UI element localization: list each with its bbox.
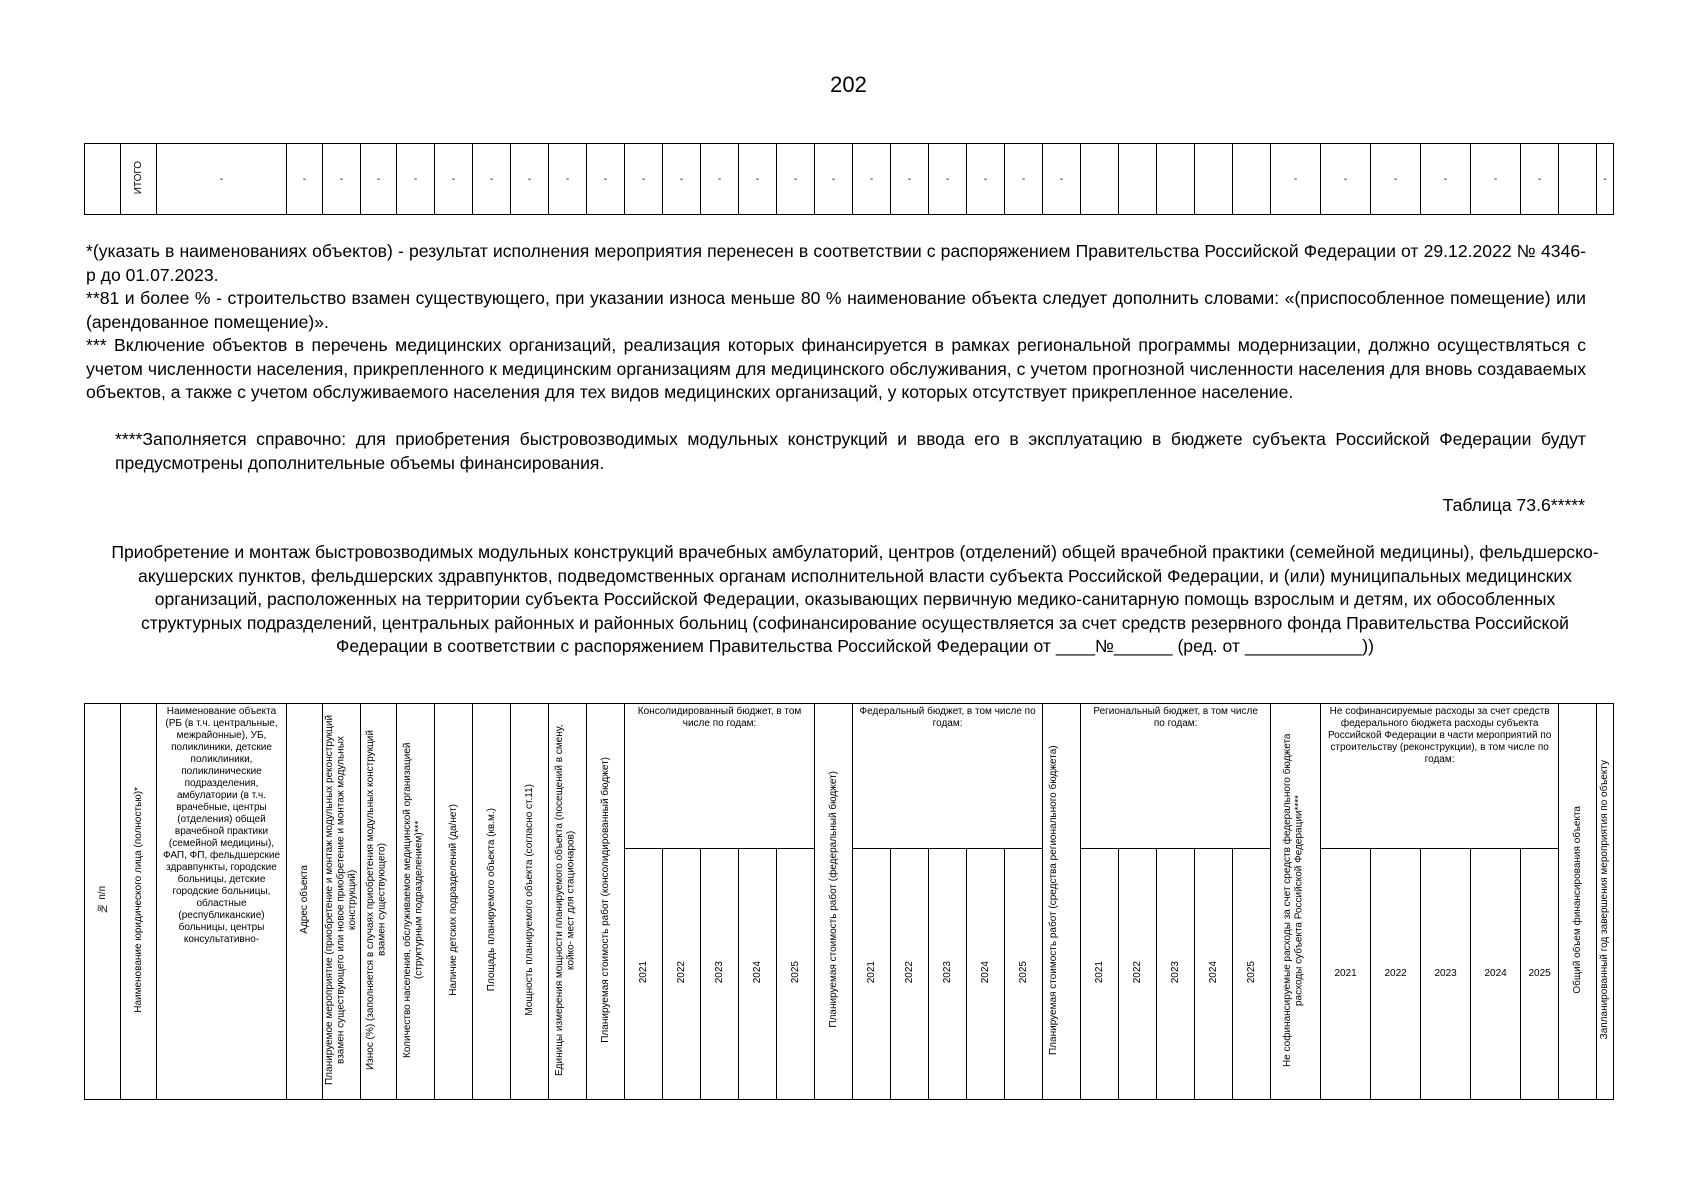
year-non-cofinanced-2024: 2024 [1471,849,1521,1100]
year-consolidated-2025: 2025 [777,849,815,1100]
total-cell: - [157,144,287,215]
total-cell: - [323,144,361,215]
year-non-cofinanced-2022: 2022 [1371,849,1421,1100]
total-cell [1157,144,1195,215]
total-cell [1233,144,1271,215]
total-cell: - [549,144,587,215]
col-non-cofinanced: Не софинансируемые расходы за счет средств федерального бюджета расходы субъекта Российской Федерации**** [1271,704,1321,1100]
group-non-cofinanced: Не софинансируемые расходы за счет средств федерального бюджета расходы субъекта Российской Федерации в части мероприятий по строительству (реконструкции), в том числе по годам: [1321,704,1559,849]
total-cell: - [777,144,815,215]
total-cell: - [625,144,663,215]
col-capacity-units: Единицы измерения мощности планируемого объекта (посещений в смену, койко- мест для стационаров) [549,704,587,1100]
footnote-3: *** Включение объектов в перечень медицинских организаций, реализация которых финансируется в рамках региональной программы модернизации, должно осуществляться с учетом численности населения, прикрепленного к медицинским организациям для медицинского обслуживания, с учетом прогнозной численности населения для вновь создаваемых объектов, а также с учетом обслуживаемого населения для тех видов медицинских организаций, у которых отсутствует прикрепленное население. [86,335,1586,402]
total-cell: - [1321,144,1371,215]
footnote-2: **81 и более % - строительство взамен существующего, при указании износа меньше 80 % наименование объекта следует дополнить словами: «(приспособленное помещение) или (арендованное помещение)». [86,288,1586,332]
total-cell: - [701,144,739,215]
col-wear: Износ (%) (заполняется в случаях приобретения модульных конструкций взамен существующего) [361,704,397,1100]
total-cell: - [511,144,549,215]
year-non-cofinanced-2025: 2025 [1521,849,1559,1100]
year-federal-2022: 2022 [891,849,929,1100]
total-cell: - [815,144,853,215]
total-cell: - [1421,144,1471,215]
total-cell: - [739,144,777,215]
total-cell: - [891,144,929,215]
year-federal-2021: 2021 [853,849,891,1100]
footnote-4: ****Заполняется справочно: для приобретения быстровозводимых модульных конструкций и ввода его в эксплуатацию в бюджете субъекта Российской Федерации будут предусмотрены дополнительные объемы финансирования. [115,429,1586,473]
col-cost-regional: Планируемая стоимость работ (средства регионального бюджета) [1043,704,1081,1100]
year-consolidated-2021: 2021 [625,849,663,1100]
header-table [84,703,1614,1100]
total-cell [1195,144,1233,215]
page-number: 202 [830,72,867,97]
total-row [85,144,1614,215]
col-total-volume: Общий объем финансирования объекта [1559,704,1597,1100]
total-cell: - [663,144,701,215]
col-completion-year: Запланированный год завершения мероприятия по объекту [1597,704,1614,1100]
year-consolidated-2024: 2024 [739,849,777,1100]
total-cell: - [473,144,511,215]
total-cell: - [397,144,435,215]
group-federal: Федеральный бюджет, в том числе по годам: [853,704,1043,849]
year-non-cofinanced-2021: 2021 [1321,849,1371,1100]
table-title: Приобретение и монтаж быстровозводимых модульных конструкций врачебных амбулаторий, центров (отделений) общей врачебной практики (семейной медицины), фельдшерско-акушерских пунктов, фельдшерских здравпунктов, подведомственных органам исполнительной власти субъекта Российской Федерации, и (или) муниципальных медицинских организаций, расположенных на территории субъекта Российской Федерации, оказывающих первичную медико-санитарную помощь взрослым и детям, их обособленных структурных подразделений, центральных районных и районных больниц (софинансирование осуществляется за счет средств резервного фонда Правительства Российской Федерации в соответствии с распоряжением Правительства Российской Федерации от ____№______ (ред. от ____________)) [111,542,1599,656]
year-non-cofinanced-2023: 2023 [1421,849,1471,1100]
total-cell: - [1471,144,1521,215]
col-area: Площадь планируемого объекта (кв.м.) [473,704,511,1100]
year-regional-2025: 2025 [1233,849,1271,1100]
footnote-1: *(указать в наименованиях объектов) - результат исполнения мероприятия перенесен в соответствии с распоряжением Правительства Российской Федерации от 29.12.2022 № 4346-р до 01.07.2023. [86,241,1586,285]
total-label-cell [121,144,157,215]
total-cell: - [587,144,625,215]
total-label: ИТОГО [132,160,144,195]
col-capacity: Мощность планируемого объекта (согласно ст.11) [511,704,549,1100]
year-consolidated-2023: 2023 [701,849,739,1100]
col-cost-consolidated: Планируемая стоимость работ (консолидированный бюджет) [587,704,625,1100]
total-cell: - [1271,144,1321,215]
year-regional-2021: 2021 [1081,849,1119,1100]
col-cost-federal: Планируемая стоимость работ (федеральный бюджет) [815,704,853,1100]
total-cell: - [967,144,1005,215]
total-cell [1081,144,1119,215]
total-cell: - [1043,144,1081,215]
year-regional-2024: 2024 [1195,849,1233,1100]
total-cell: - [435,144,473,215]
col-object-name: Наименование объекта (РБ (в т.ч. центральные, межрайонные), УБ, поликлиники, детские поликлиники, поликлинические подразделения, амбулатории (в т.ч. врачебные, центры (отделения) общей врачебной практики (семейной медицины), ФАП, ФП, фельдшерские здравпункты, городские больницы, детские городские больницы, областные (республиканские) больницы, центры консультативно- [157,704,287,1100]
col-num: № п/п [85,704,121,1100]
total-cell: - [1597,144,1614,215]
table-caption: Таблица 73.6***** [1442,495,1585,515]
total-cell [1119,144,1157,215]
group-consolidated: Консолидированный бюджет, в том числе по годам: [625,704,815,849]
total-cell [1559,144,1597,215]
total-table [84,143,1614,215]
group-regional: Региональный бюджет, в том числе по годам: [1081,704,1271,849]
total-cell: - [1371,144,1421,215]
year-federal-2023: 2023 [929,849,967,1100]
year-regional-2022: 2022 [1119,849,1157,1100]
year-federal-2024: 2024 [967,849,1005,1100]
col-children-units: Наличие детских подразделений (да/нет) [435,704,473,1100]
col-planned-measure: Планируемое мероприятие (приобретение и монтаж модульных реконструкций взамен существующего или новое приобретение и монтаж модульных конструкций) [323,704,361,1100]
total-cell-empty [85,144,121,215]
col-population: Количество населения, обслуживаемое медицинской организацией (структурным подразделением)*** [397,704,435,1100]
year-federal-2025: 2025 [1005,849,1043,1100]
total-cell: - [929,144,967,215]
year-consolidated-2022: 2022 [663,849,701,1100]
total-cell: - [361,144,397,215]
col-legal-name: Наименование юридического лица (полностью)* [121,704,157,1100]
total-cell: - [1005,144,1043,215]
year-regional-2023: 2023 [1157,849,1195,1100]
total-cell: - [287,144,323,215]
total-cell: - [1521,144,1559,215]
col-address: Адрес объекта [287,704,323,1100]
total-cell: - [853,144,891,215]
